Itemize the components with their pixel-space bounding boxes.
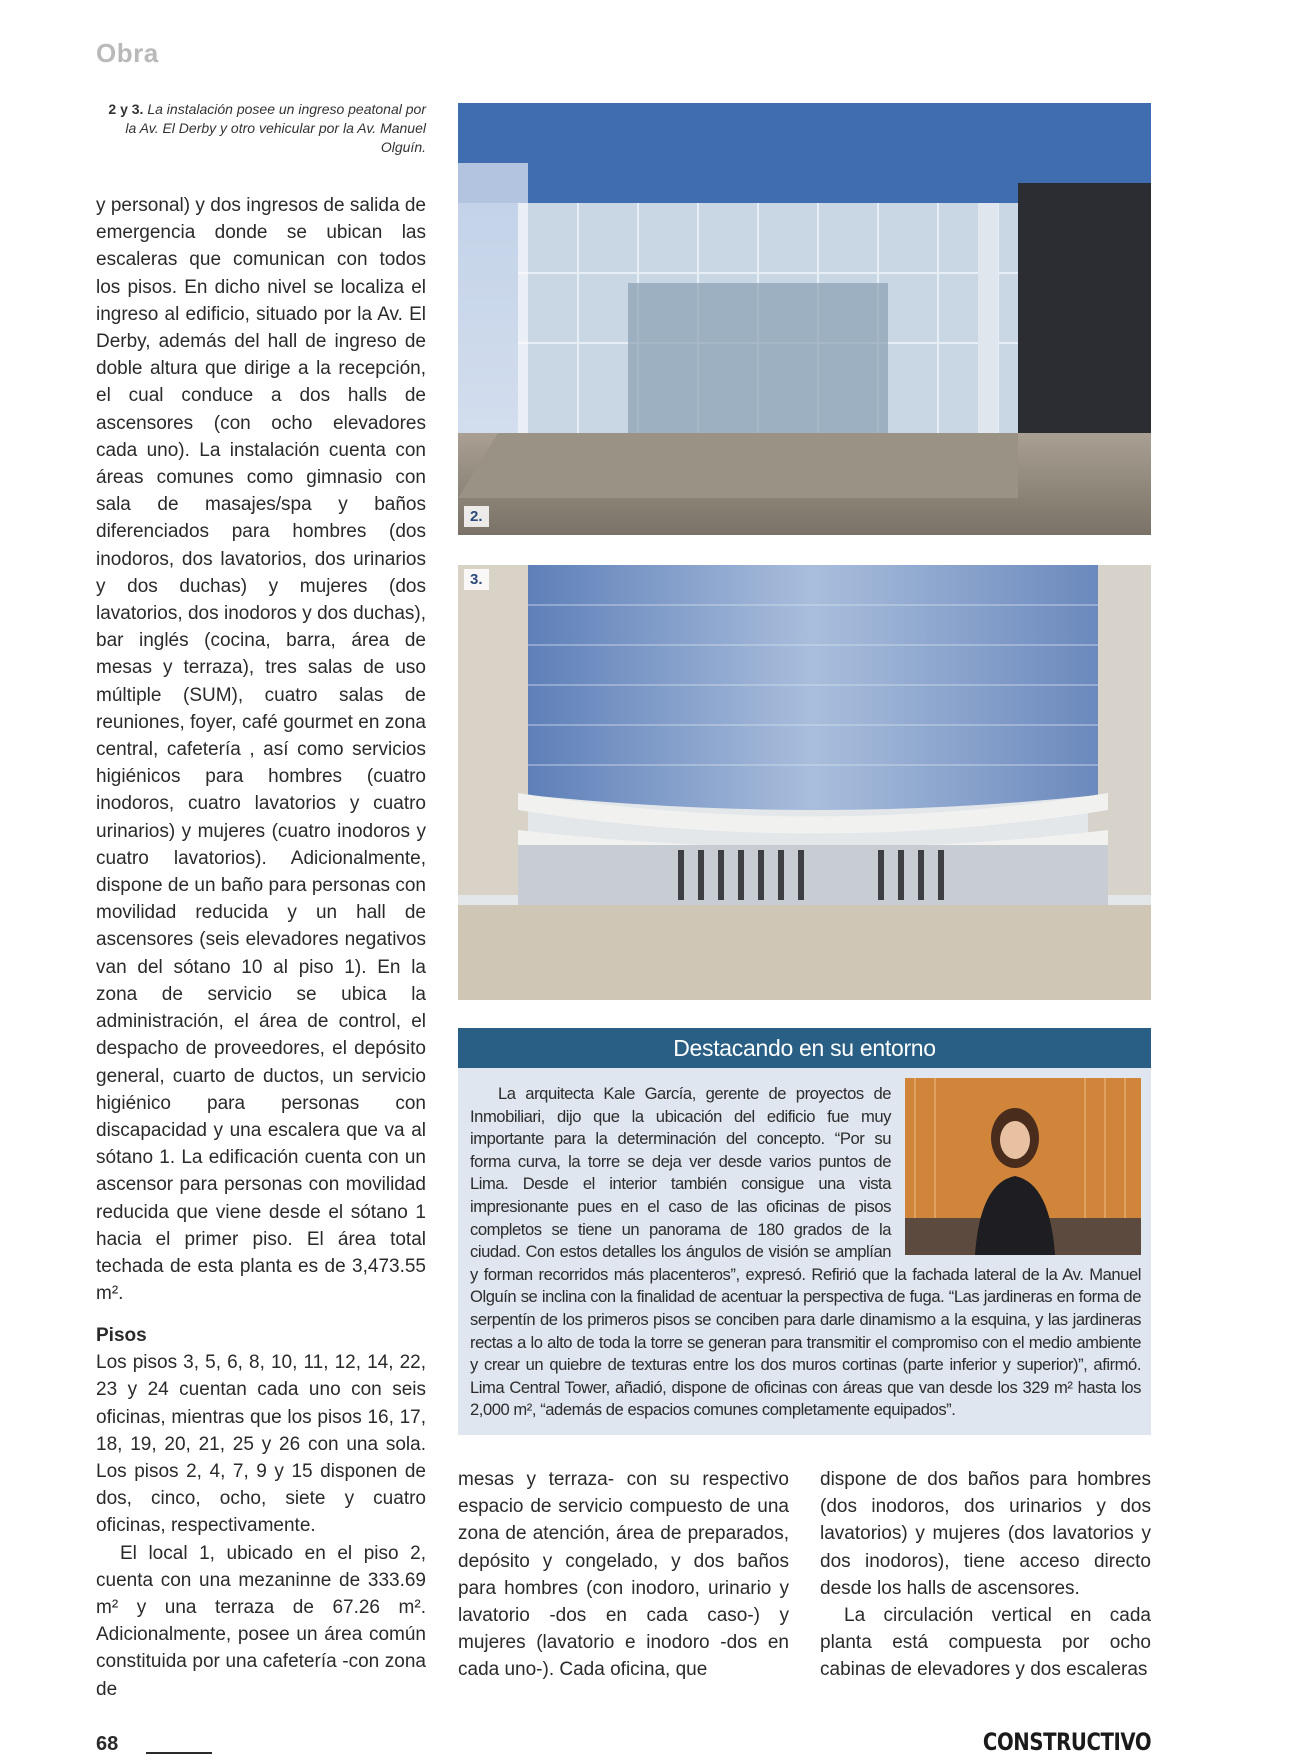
page-number: 68	[96, 1733, 119, 1755]
photo-number-2: 2.	[464, 506, 489, 527]
middle-column	[458, 1466, 789, 1684]
body-paragraph: mesas y terraza- con su respectivo espacio de servicio compuesto de una zona de atención, área de preparados, depósito y congelado, y dos baños para hombres (con inodoro, urinario y lavatorio -dos en cada caso-) y mujeres (lavatorio e inodoro -dos en cada uno-). Cada oficina, que	[458, 1469, 789, 1681]
body-paragraph: El local 1, ubicado en el piso 2, cuenta con una mezaninne de 333.69 m² y una terraza de 67.26 m². Adicionalmente, posee un área común constituida por una cafetería -con zona de	[96, 1542, 426, 1700]
body-paragraph: La circulación vertical en cada planta está compuesta por ocho cabinas de elevadores y dos escaleras	[820, 1605, 1151, 1681]
sidebar-title: Destacando en su entorno	[458, 1028, 1151, 1068]
right-column	[820, 1466, 1151, 1684]
body-paragraph: dispone de dos baños para hombres (dos inodoros, dos urinarios y dos lavatorios) y mujeres (dos lavatorios y dos inodoros), tiene acceso directo desde los halls de ascensores.	[820, 1469, 1151, 1599]
photo-caption	[96, 100, 426, 157]
section-title: Obra	[96, 38, 159, 68]
photo-number-3: 3.	[464, 569, 489, 590]
footer-rule	[146, 1752, 212, 1754]
sidebar-box	[458, 1028, 1151, 1435]
sidebar-paragraph: La arquitecta Kale García, gerente de proyectos de Inmobiliari, dijo que la ubicación del edificio fue muy importante para la determinación del concepto. “Por su forma curva, la torre se deja ver desde varios puntos de Lima. Desde el interior también consigue una vista impresionante pues en el caso de las oficinas de pisos completos se tiene un panorama de 180 grados de la ciudad. Con estos detalles los ángulos de visión se amplían y forman recorridos más placenteros”, expresó. Refirió que la fachada lateral de la Av. Manuel Olguín se inclina con la finalidad de acentuar la perspectiva de fuga. “Las jardineras en forma de serpentín de los primeros pisos se conciben para darle dinamismo a la esquina, y las jardineras rectas a lo alto de toda la torre se generan para transmitir el compromiso con el medio ambiente y crear un quiebre de texturas entre los dos muros cortinas (parte inferior y superior)”, afirmó. Lima Central Tower, añadió, dispone de oficinas con áreas que van desde los 329 m² hasta los 2,000 m², “además de espacios comunes completamente equipados”.	[470, 1084, 1141, 1420]
left-column-top	[96, 192, 426, 1307]
portrait-photo	[905, 1078, 1141, 1255]
photo-building-entrance	[458, 103, 1151, 535]
caption-label: 2 y 3.	[108, 101, 144, 117]
sidebar-body	[470, 1083, 1141, 1422]
left-column-bottom	[96, 1322, 426, 1703]
subheading-pisos: Pisos	[96, 1325, 147, 1346]
magazine-logo: CONSTRUCTIVO	[982, 1728, 1151, 1756]
body-paragraph: y personal) y dos ingresos de salida de emergencia donde se ubican las escaleras que comunican con todos los pisos. En dicho nivel se localiza el ingreso al edificio, situado por la Av. El Derby, además del hall de ingreso de doble altura que dirige a la recepción, el cual conduce a dos halls de ascensores (con ocho elevadores cada uno). La instalación cuenta con áreas comunes como gimnasio con sala de masajes/spa y baños diferenciados para hombres (dos inodoros, dos lavatorios, dos urinarios y dos duchas) y mujeres (dos lavatorios, dos inodoros y dos duchas), bar inglés (cocina, barra, área de mesas y terraza), tres salas de uso múltiple (SUM), cuatro salas de reuniones, foyer, café gourmet en zona central, cafetería , así como servicios higiénicos para hombres (cuatro inodoros, cuatro lavatorios y cuatro urinarios) y mujeres (cuatro inodoros y cuatro lavatorios). Adicionalmente, dispone de un baño para personas con movilidad reducida y un hall de ascensores (seis elevadores negativos van del sótano 10 al piso 1). En la zona de servicio se ubica la administración, el área de control, el despacho de proveedores, el depósito general, cuarto de ductos, un servicio higiénico para personas con discapacidad y una escalera que va al sótano 1. La edificación cuenta con un ascensor para personas con movilidad reducida que viene desde el sótano 1 hacia el primer piso. El área total techada de esta planta es de 3,473.55 m².	[96, 195, 426, 1305]
caption-text: La instalación posee un ingreso peatonal por la Av. El Derby y otro vehicular por la Av. Manuel Olguín.	[125, 101, 426, 155]
body-paragraph: Los pisos 3, 5, 6, 8, 10, 11, 12, 14, 22, 23 y 24 cuentan cada uno con seis oficinas, mientras que los pisos 16, 17, 18, 19, 20, 21, 25 y 26 con una sola. Los pisos 2, 4, 7, 9 y 15 disponen de dos, cinco, ocho, siete y cuatro oficinas, respectivamente.	[96, 1352, 426, 1537]
photo-curved-tower	[458, 565, 1151, 1000]
